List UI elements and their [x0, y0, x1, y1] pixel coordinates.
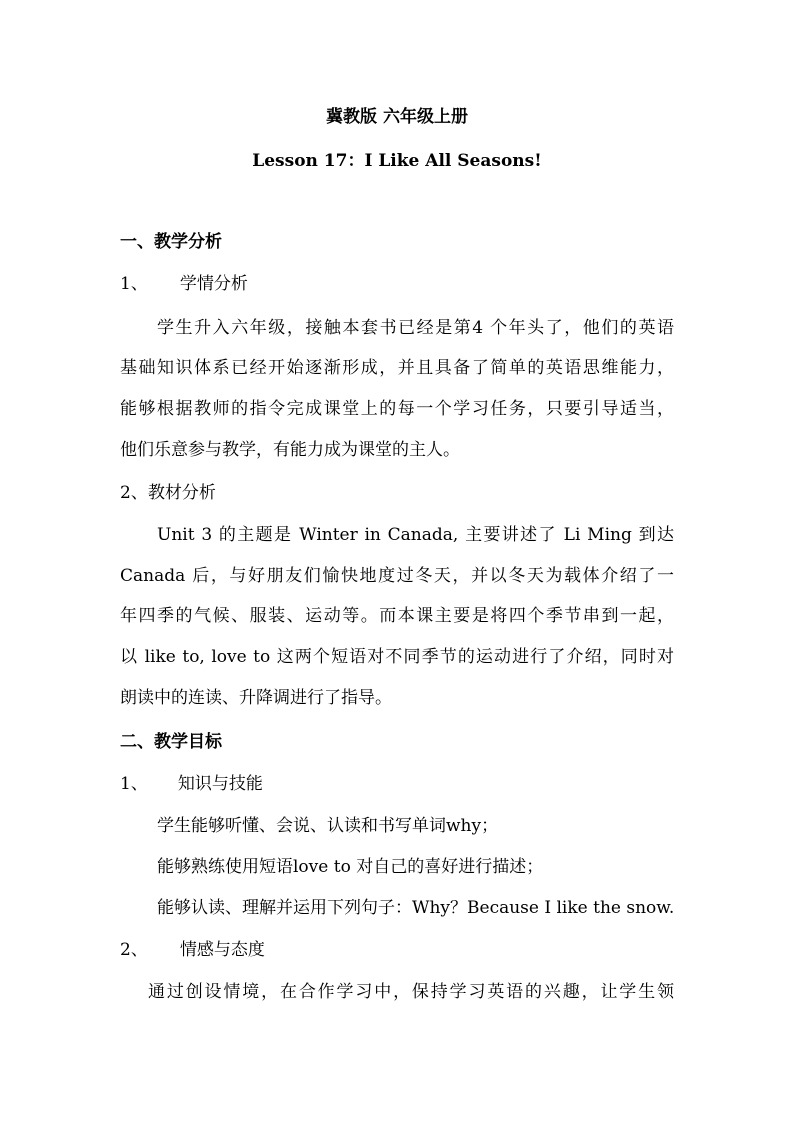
paragraph-line: 年四季的气候、服装、运动等。而本课主要是将四个季节串到一起，	[120, 606, 674, 626]
subsection-heading-attitude	[120, 938, 680, 962]
lesson-title: Lesson 17：I Like All Seasons!	[252, 151, 542, 171]
section-heading-objectives: 二、教学目标	[120, 732, 222, 752]
paragraph-line: 以 like to, love to 这两个短语对不同季节的运动进行了介绍，同时对	[120, 647, 674, 667]
document-title: 冀教版 六年级上册	[326, 107, 468, 127]
paragraph-line: 通过创设情境，在合作学习中，保持学习英语的兴趣，让学生领	[148, 982, 674, 1002]
paragraph-line: 能够根据教师的指令完成课堂上的每一个学习任务，只要引导适当，	[120, 399, 674, 419]
objective-line: 能够熟练使用短语love to 对自己的喜好进行描述；	[157, 857, 544, 877]
section-heading-analysis: 一、教学分析	[120, 232, 222, 252]
subsection-heading-knowledge	[120, 772, 680, 796]
paragraph-line: 他们乐意参与教学，有能力成为课堂的主人。	[120, 440, 460, 460]
paragraph-line: 基础知识体系已经开始逐渐形成，并且具备了简单的英语思维能力，	[120, 358, 674, 378]
subsection-number: 1、	[120, 774, 148, 794]
subsection-heading-textbook: 2、教材分析	[120, 483, 216, 503]
subsection-number: 2、	[120, 940, 148, 960]
paragraph-line: 学生升入六年级，接触本套书已经是第4 个年头了，他们的英语	[157, 318, 674, 338]
subsection-label: 学情分析	[179, 274, 248, 294]
subsection-number: 1、	[120, 274, 148, 294]
paragraph-line: 朗读中的连读、升降调进行了指导。	[120, 688, 392, 708]
subsection-label: 知识与技能	[177, 774, 263, 794]
subsection-label: 情感与态度	[179, 940, 265, 960]
objective-line: 学生能够听懂、会说、认读和书写单词why；	[157, 816, 499, 836]
paragraph-line: Canada 后，与好朋友们愉快地度过冬天，并以冬天为载体介绍了一	[120, 566, 674, 586]
objective-line: 能够认读、理解并运用下列句子：Why？Because I like the snow.	[157, 898, 675, 918]
subsection-heading-learner	[120, 272, 680, 296]
paragraph-line: Unit 3 的主题是 Winter in Canada, 主要讲述了 Li Ming 到达	[157, 525, 674, 545]
